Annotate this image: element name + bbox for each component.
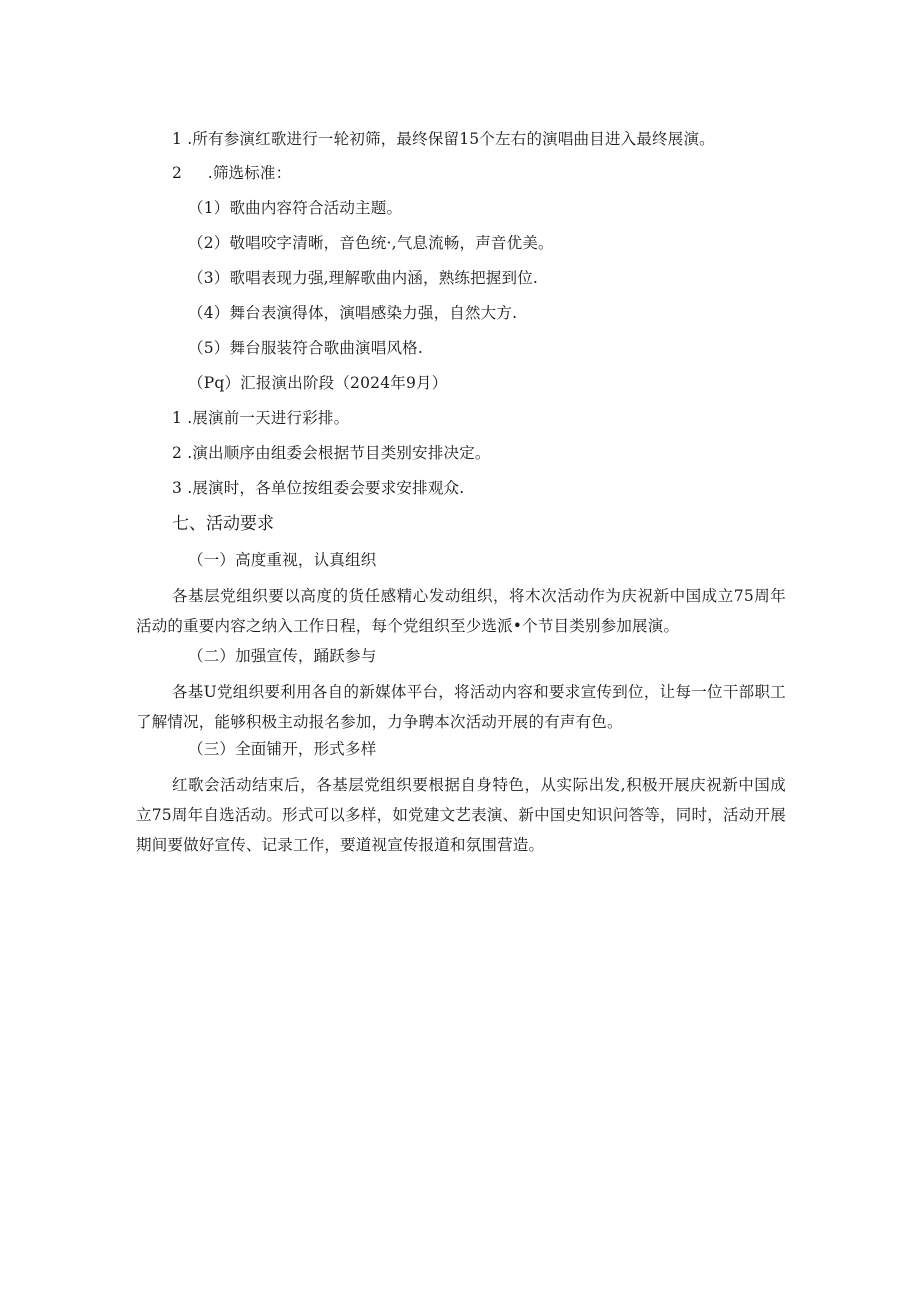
list-item-criteria-heading: 2 .筛选标准： [172, 164, 292, 182]
subsection-title: （三）全面铺开，形式多样 [188, 740, 377, 758]
list-item: 2 .演出顺序由组委会根据节目类别安排决定。 [172, 444, 491, 462]
subsection-title: （一）高度重视，认真组织 [188, 551, 377, 569]
criteria-item: （2）敬唱咬字清晰，音色统·,气息流畅，声音优美。 [188, 234, 554, 252]
criteria-item: （1）歌曲内容符合活动主题。 [188, 199, 403, 217]
criteria-item: （4）舞台表演得体，演唱感染力强，自然大方. [188, 304, 518, 322]
list-item: 3 .展演时，各单位按组委会要求安排观众. [172, 479, 465, 497]
criteria-item: （3）歌唱表现力强,理解歌曲内涵，熟练把握到位. [188, 269, 539, 287]
list-item: 1 .展演前一天进行彩排。 [172, 409, 350, 427]
criteria-item: （5）舞台服装符合歌曲演唱风格. [188, 339, 423, 357]
stage-title: （Pq）汇报演出阶段（2024年9月） [188, 374, 448, 392]
list-item-screening: 1 .所有参演红歌进行一轮初筛，最终保留15个左右的演唱曲目进入最终展演。 [172, 130, 715, 148]
section-heading: 七、活动要求 [172, 514, 274, 534]
subsection-title: （二）加强宣传，踊跃参与 [188, 647, 377, 665]
paragraph: 各基U党组织要利用各自的新媒体平台，将活动内容和要求宣传到位，让每一位干部职工了解情况，能够积极主动报名参加，力争聘本次活动开展的有声有色。 [136, 683, 786, 731]
paragraph: 红歌会活动结束后，各基层党组织要根据自身特色，从实际出发,积极开展庆祝新中国成立75周年自选活动。形式可以多样，如党建文艺表演、新中国史知识问答等，同时，活动开展期间要做好宣传、记录工作，要道视宣传报道和氛围营造。 [136, 776, 786, 854]
paragraph: 各基层党组织要以高度的货任感精心发动组织，将木次活动作为庆祝新中国成立75周年活动的重要内容之纳入工作日程，每个党组织至少选派•个节目类别参加展演。 [136, 587, 786, 635]
